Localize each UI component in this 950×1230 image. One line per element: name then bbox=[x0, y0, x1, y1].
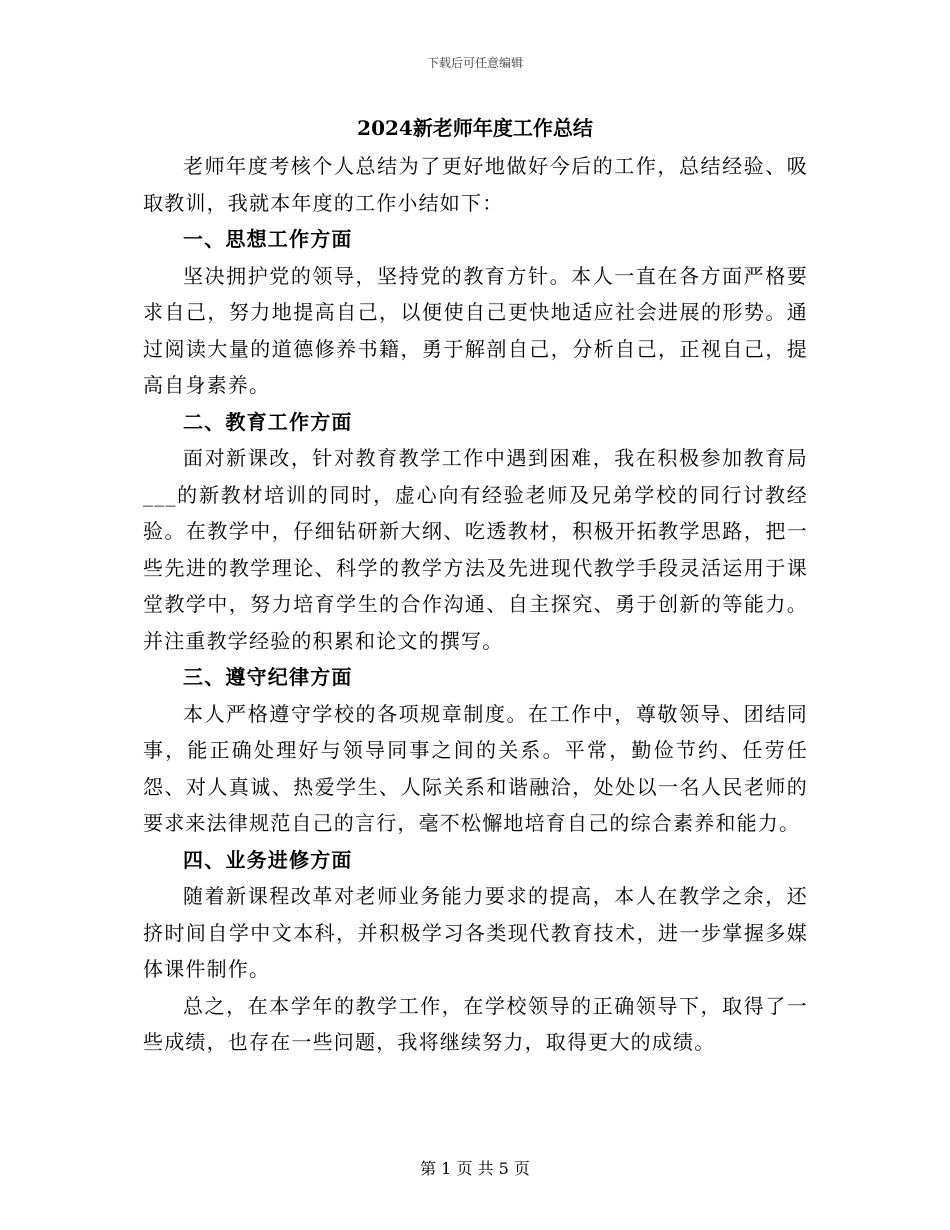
section-body-ideology: 坚决拥护党的领导，坚持党的教育方针。本人一直在各方面严格要求自己，努力地提高自己，以便使自己更快地适应社会进展的形势。通过阅读大量的道德修养书籍，勇于解剖自己，分析自己，正视自己，提高自身素养。 bbox=[143, 263, 808, 397]
section-body-study: 随着新课程改革对老师业务能力要求的提高，本人在教学之余，还挤时间自学中文本科，并积极学习各类现代教育技术，进一步掌握多媒体课件制作。 bbox=[143, 884, 808, 981]
document-body bbox=[143, 148, 808, 1061]
section-heading-discipline: 三、遵守纪律方面 bbox=[183, 665, 353, 689]
conclusion-paragraph: 总之，在本学年的教学工作，在学校领导的正确领导下，取得了一些成绩，也存在一些问题，我将继续努力，取得更大的成绩。 bbox=[143, 993, 808, 1054]
document-title: 2024新老师年度工作总结 bbox=[357, 116, 593, 140]
section-heading-ideology: 一、思想工作方面 bbox=[183, 227, 353, 251]
section-heading-education: 二、教育工作方面 bbox=[183, 409, 353, 434]
section-heading-study: 四、业务进修方面 bbox=[183, 847, 353, 872]
page-number: 第 1 页 共 5 页 bbox=[420, 1159, 530, 1178]
header-note: 下载后可任意编辑 bbox=[426, 56, 523, 70]
section-body-education: 面对新课改，针对教育教学工作中遇到困难，我在积极参加教育局___的新教材培训的同时，虚心向有经验老师及兄弟学校的同行讨教经验。在教学中，仔细钻研新大纲、吃透教材，积极开拓教学思路，把一些先进的教学理论、科学的教学方法及先进现代教学手段灵活运用于课堂教学中，努力培育学生的合作沟通、自主探究、勇于创新的等能力。并注重教学经验的积累和论文的撰写。 bbox=[143, 446, 808, 653]
section-body-discipline: 本人严格遵守学校的各项规章制度。在工作中，尊敬领导、团结同事，能正确处理好与领导同事之间的关系。平常，勤俭节约、任劳任怨、对人真诚、热爱学生、人际关系和谐融洽，处处以一名人民老师的要求来法律规范自己的言行，毫不松懈地培育自己的综合素养和能力。 bbox=[143, 701, 808, 835]
intro-paragraph: 老师年度考核个人总结为了更好地做好今后的工作，总结经验、吸取教训，我就本年度的工作小结如下： bbox=[143, 154, 808, 215]
